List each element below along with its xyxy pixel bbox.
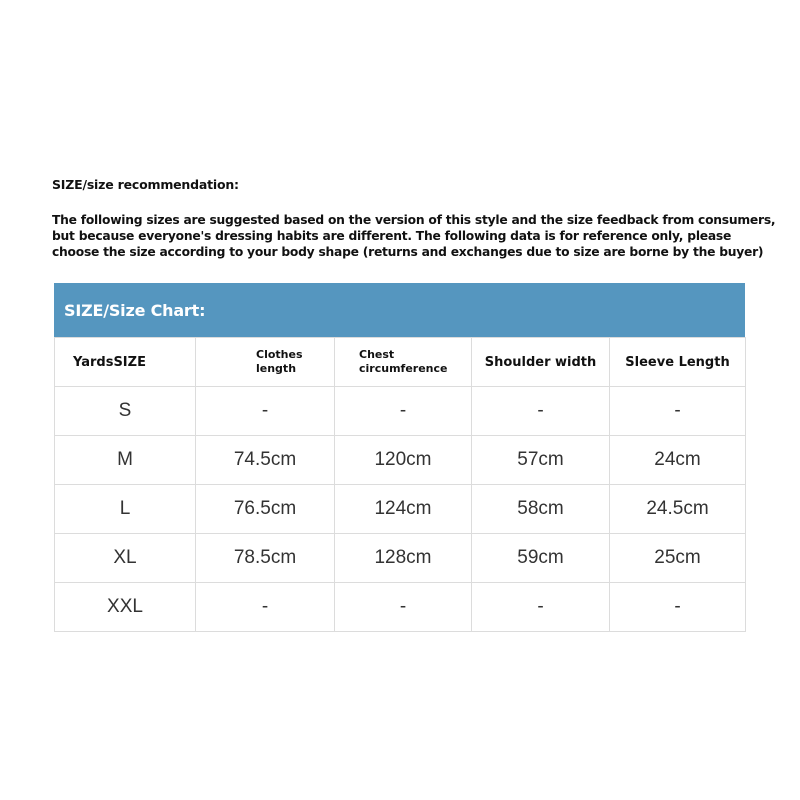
size-cell: XXL	[55, 583, 196, 632]
sleeve-cell: 24.5cm	[610, 485, 746, 534]
recommendation-title: SIZE/size recommendation:	[52, 177, 239, 192]
table-row	[55, 583, 746, 632]
sleeve-cell: -	[610, 387, 746, 436]
clothes-length-cell: 76.5cm	[196, 485, 335, 534]
shoulder-cell: 57cm	[472, 436, 610, 485]
size-cell: M	[55, 436, 196, 485]
sleeve-cell: -	[610, 583, 746, 632]
table-row	[55, 485, 746, 534]
header-shoulder-width: Shoulder width	[472, 338, 610, 387]
header-sleeve-length: Sleeve Length	[610, 338, 746, 387]
size-cell: L	[55, 485, 196, 534]
recommendation-line: The following sizes are suggested based on the version of this style and the size feedback from consumers,	[52, 213, 776, 227]
recommendation-text	[52, 212, 776, 260]
size-cell: XL	[55, 534, 196, 583]
size-chart	[54, 283, 745, 632]
recommendation-line: choose the size according to your body shape (returns and exchanges due to size are borne by the buyer)	[52, 245, 764, 259]
header-chest-line2: circumference	[359, 362, 448, 375]
table-row	[55, 436, 746, 485]
clothes-length-cell: -	[196, 583, 335, 632]
chest-cell: 128cm	[335, 534, 472, 583]
table-row	[55, 534, 746, 583]
shoulder-cell: -	[472, 387, 610, 436]
header-chest-circumference	[335, 338, 472, 387]
header-yards-size: YardsSIZE	[55, 338, 196, 387]
header-clothes-line1: Clothes	[256, 348, 303, 361]
shoulder-cell: 58cm	[472, 485, 610, 534]
clothes-length-cell: -	[196, 387, 335, 436]
clothes-length-cell: 78.5cm	[196, 534, 335, 583]
size-cell: S	[55, 387, 196, 436]
sleeve-cell: 24cm	[610, 436, 746, 485]
table-header-row	[55, 338, 746, 387]
table-row	[55, 387, 746, 436]
sleeve-cell: 25cm	[610, 534, 746, 583]
chest-cell: -	[335, 387, 472, 436]
header-chest-line1: Chest	[359, 348, 395, 361]
chest-cell: 120cm	[335, 436, 472, 485]
shoulder-cell: -	[472, 583, 610, 632]
chest-cell: 124cm	[335, 485, 472, 534]
recommendation-line: but because everyone's dressing habits are different. The following data is for reference only, please	[52, 229, 732, 243]
size-chart-header	[54, 283, 745, 337]
size-chart-title: SIZE/Size Chart:	[64, 300, 206, 320]
shoulder-cell: 59cm	[472, 534, 610, 583]
clothes-length-cell: 74.5cm	[196, 436, 335, 485]
chest-cell: -	[335, 583, 472, 632]
header-clothes-length	[196, 338, 335, 387]
header-clothes-line2: length	[256, 362, 297, 375]
size-table	[54, 337, 746, 632]
